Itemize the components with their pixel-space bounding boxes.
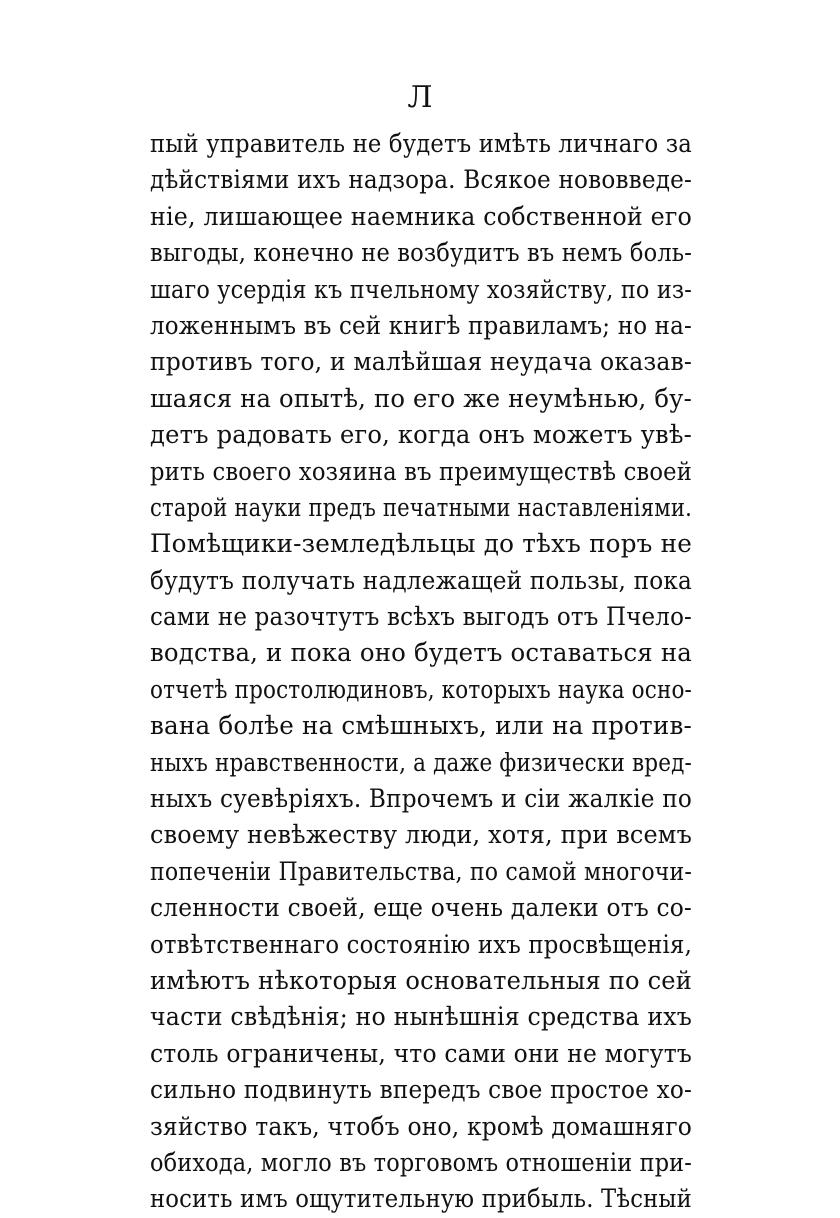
text-line: обихода, могло въ торговомъ отношеніи при-: [150, 1147, 692, 1177]
text-line: сильно подвинуть впередъ свое простое хо-: [150, 1075, 692, 1105]
text-line: старой науки предъ печатными наставленіями.: [150, 492, 692, 522]
text-line: водства, и пока оно будетъ оставаться на: [150, 638, 692, 668]
text-line: будутъ получать надлежащей пользы, пока: [150, 565, 692, 595]
text-line: столь ограничены, что сами они не могутъ: [150, 1038, 692, 1068]
text-line: зяйство такъ, чтобъ оно, кромѣ домашняго: [150, 1111, 692, 1141]
text-line: отчетѣ простолюдиновъ, которыхъ наука осно-: [150, 674, 692, 704]
text-line: ніе, лишающее наемника собственной его: [150, 201, 692, 231]
text-line: ныхъ суевѣріяхъ. Впрочемъ и сіи жалкіе по: [150, 784, 692, 814]
body-text: [150, 126, 692, 1218]
text-line: детъ радовать его, когда онъ можетъ увѣ-: [150, 420, 692, 450]
text-line: противъ того, и малѣйшая неудача оказав-: [150, 347, 692, 377]
text-line: носить имъ ощутительную прибыль. Тѣсный: [150, 1184, 692, 1214]
text-line: сами не разочтутъ всѣхъ выгодъ отъ Пчело-: [150, 602, 692, 632]
text-line: попеченіи Правительства, по самой многочи-: [150, 856, 692, 886]
text-line: вана болѣе на смѣшныхъ, или на против-: [150, 711, 692, 741]
text-line: пый управитель не будетъ имѣть личнаго за: [150, 129, 692, 158]
text-line: отвѣтственнаго состоянію ихъ просвѣщенія,: [150, 929, 692, 959]
text-line: сленности своей, еще очень далеки отъ со-: [150, 893, 692, 923]
text-line: шаяся на опытѣ, по его же неумѣнью, бу-: [150, 383, 692, 413]
page-number: Л: [407, 80, 433, 115]
text-line: имѣютъ нѣкоторыя основательныя по сей: [150, 965, 692, 995]
text-line: рить своего хозяина въ преимуществѣ своей: [150, 456, 692, 486]
text-line: Помѣщики-земледѣльцы до тѣхъ поръ не: [150, 529, 692, 559]
text-line: ныхъ нравственности, а даже физически вред-: [150, 747, 692, 777]
text-line: выгоды, конечно не возбудитъ въ немъ боль-: [150, 238, 692, 268]
text-line: ложеннымъ въ сей книгѣ правиламъ; но на-: [150, 310, 692, 340]
text-line: своему невѣжеству люди, хотя, при всемъ: [150, 820, 692, 850]
text-line: шаго усердія къ пчельному хозяйству, по из-: [150, 274, 692, 304]
text-line: части свѣдѣнія; но нынѣшнія средства ихъ: [150, 1002, 692, 1032]
text-line: дѣйствіями ихъ надзора. Всякое нововведе-: [150, 165, 692, 195]
